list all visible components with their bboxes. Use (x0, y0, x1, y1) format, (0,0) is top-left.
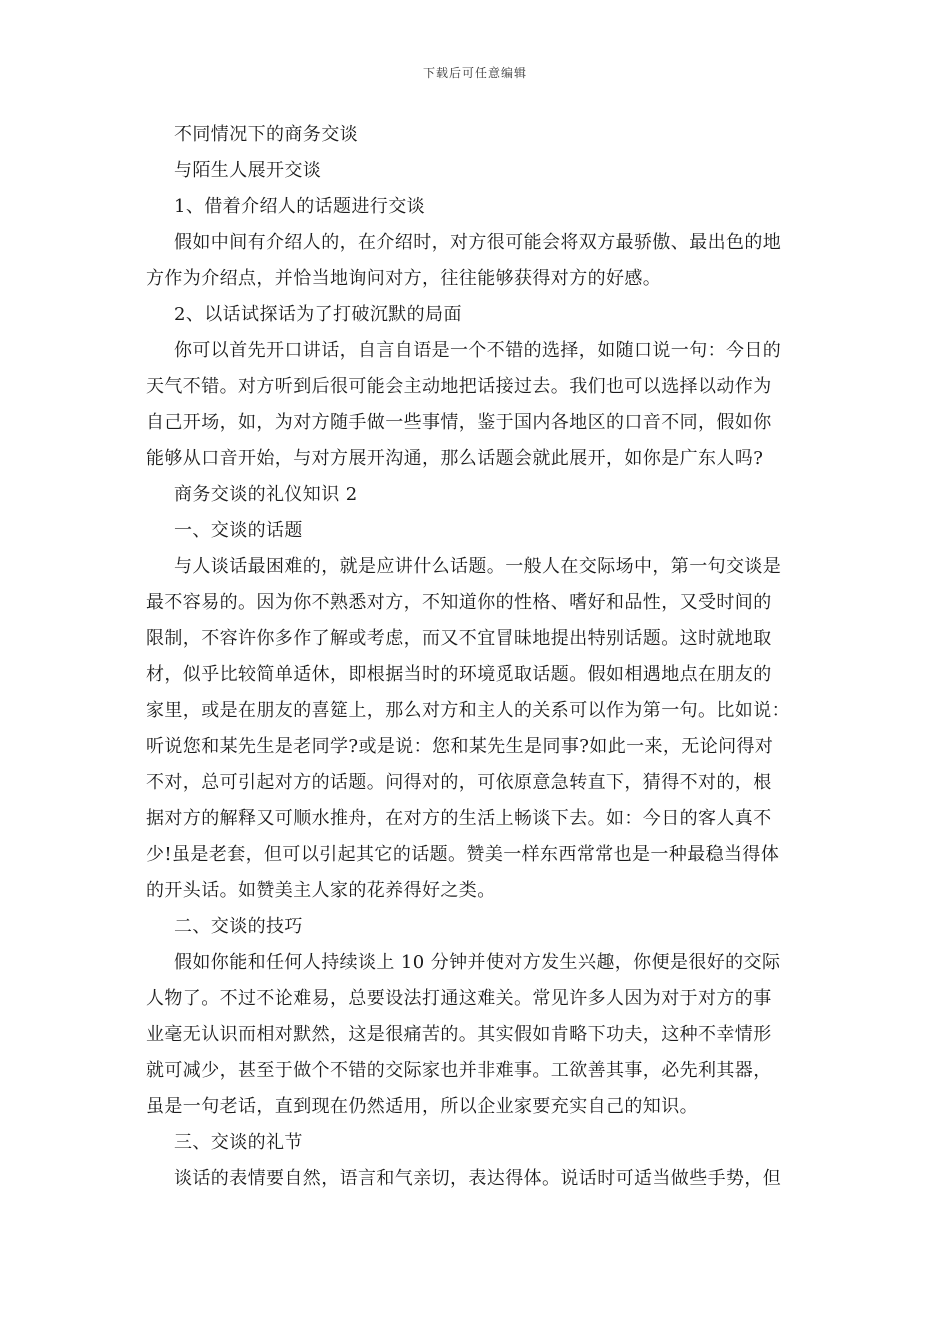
paragraph-continuation-line: 方作为介绍点，并恰当地询问对方，往往能够获得对方的好感。 (146, 268, 662, 289)
paragraph-continuation-line: 业毫无认识而相对默然，这是很痛苦的。其实假如肯略下功夫，这种不幸情形 (146, 1024, 772, 1045)
document-body (146, 117, 810, 1197)
paragraph-continuation-line: 据对方的解释又可顺水推舟，在对方的生活上畅谈下去。如：今日的客人真不 (146, 808, 772, 829)
paragraph-continuation-line: 不对，总可引起对方的话题。问得对的，可依原意急转直下，猜得不对的，根 (146, 772, 772, 793)
paragraph-start-line: 与陌生人展开交谈 (174, 160, 322, 181)
paragraph-start-line: 谈话的表情要自然，语言和气亲切，表达得体。说话时可适当做些手势，但 (174, 1168, 782, 1189)
paragraph-continuation-line: 限制，不容许你多作了解或考虑，而又不宜冒昧地提出特别话题。这时就地取 (146, 628, 772, 649)
page-header: 下载后可任意编辑 (422, 66, 527, 80)
paragraph-continuation-line: 天气不错。对方听到后很可能会主动地把话接过去。我们也可以选择以动作为 (146, 376, 772, 397)
paragraph-continuation-line: 的开头话。如赞美主人家的花养得好之类。 (146, 880, 496, 901)
paragraph-start-line: 三、交谈的礼节 (174, 1132, 303, 1153)
paragraph-start-line: 2、以话试探话为了打破沉默的局面 (174, 304, 462, 325)
paragraph-continuation-line: 听说您和某先生是老同学?或是说：您和某先生是同事?如此一来，无论问得对 (146, 736, 774, 757)
paragraph-start-line: 不同情况下的商务交谈 (174, 124, 358, 145)
paragraph-start-line: 假如中间有介绍人的，在介绍时，对方很可能会将双方最骄傲、最出色的地 (174, 232, 782, 253)
paragraph-continuation-line: 能够从口音开始，与对方展开沟通，那么话题会就此展开，如你是广东人吗? (146, 448, 764, 469)
paragraph-continuation-line: 虽是一句老话，直到现在仍然适用，所以企业家要充实自己的知识。 (146, 1096, 698, 1117)
paragraph-continuation-line: 就可减少，甚至于做个不错的交际家也并非难事。工欲善其事，必先利其器， (146, 1060, 772, 1081)
paragraph-start-line: 假如你能和任何人持续谈上 10 分钟并使对方发生兴趣，你便是很好的交际 (174, 952, 781, 973)
paragraph-continuation-line: 材，似乎比较简单适休，即根据当时的环境觅取话题。假如相遇地点在朋友的 (146, 664, 772, 685)
paragraph-start-line: 二、交谈的技巧 (174, 916, 303, 937)
paragraph-continuation-line: 少!虽是老套，但可以引起其它的话题。赞美一样东西常常也是一种最稳当得体 (146, 844, 780, 865)
paragraph-start-line: 1、借着介绍人的话题进行交谈 (174, 196, 426, 217)
paragraph-start-line: 一、交谈的话题 (174, 520, 303, 541)
paragraph-continuation-line: 人物了。不过不论难易，总要设法打通这难关。常见许多人因为对于对方的事 (146, 988, 772, 1009)
paragraph-start-line: 商务交谈的礼仪知识 2 (174, 484, 358, 505)
paragraph-start-line: 与人谈话最困难的，就是应讲什么话题。一般人在交际场中，第一句交谈是 (174, 556, 782, 577)
paragraph-start-line: 你可以首先开口讲话，自言自语是一个不错的选择，如随口说一句：今日的 (174, 340, 782, 361)
paragraph-continuation-line: 自己开场，如，为对方随手做一些事情，鉴于国内各地区的口音不同，假如你 (146, 412, 772, 433)
paragraph-continuation-line: 家里，或是在朋友的喜筵上，那么对方和主人的关系可以作为第一句。比如说： (146, 700, 790, 721)
paragraph-continuation-line: 最不容易的。因为你不熟悉对方，不知道你的性格、嗜好和品性，又受时间的 (146, 592, 772, 613)
